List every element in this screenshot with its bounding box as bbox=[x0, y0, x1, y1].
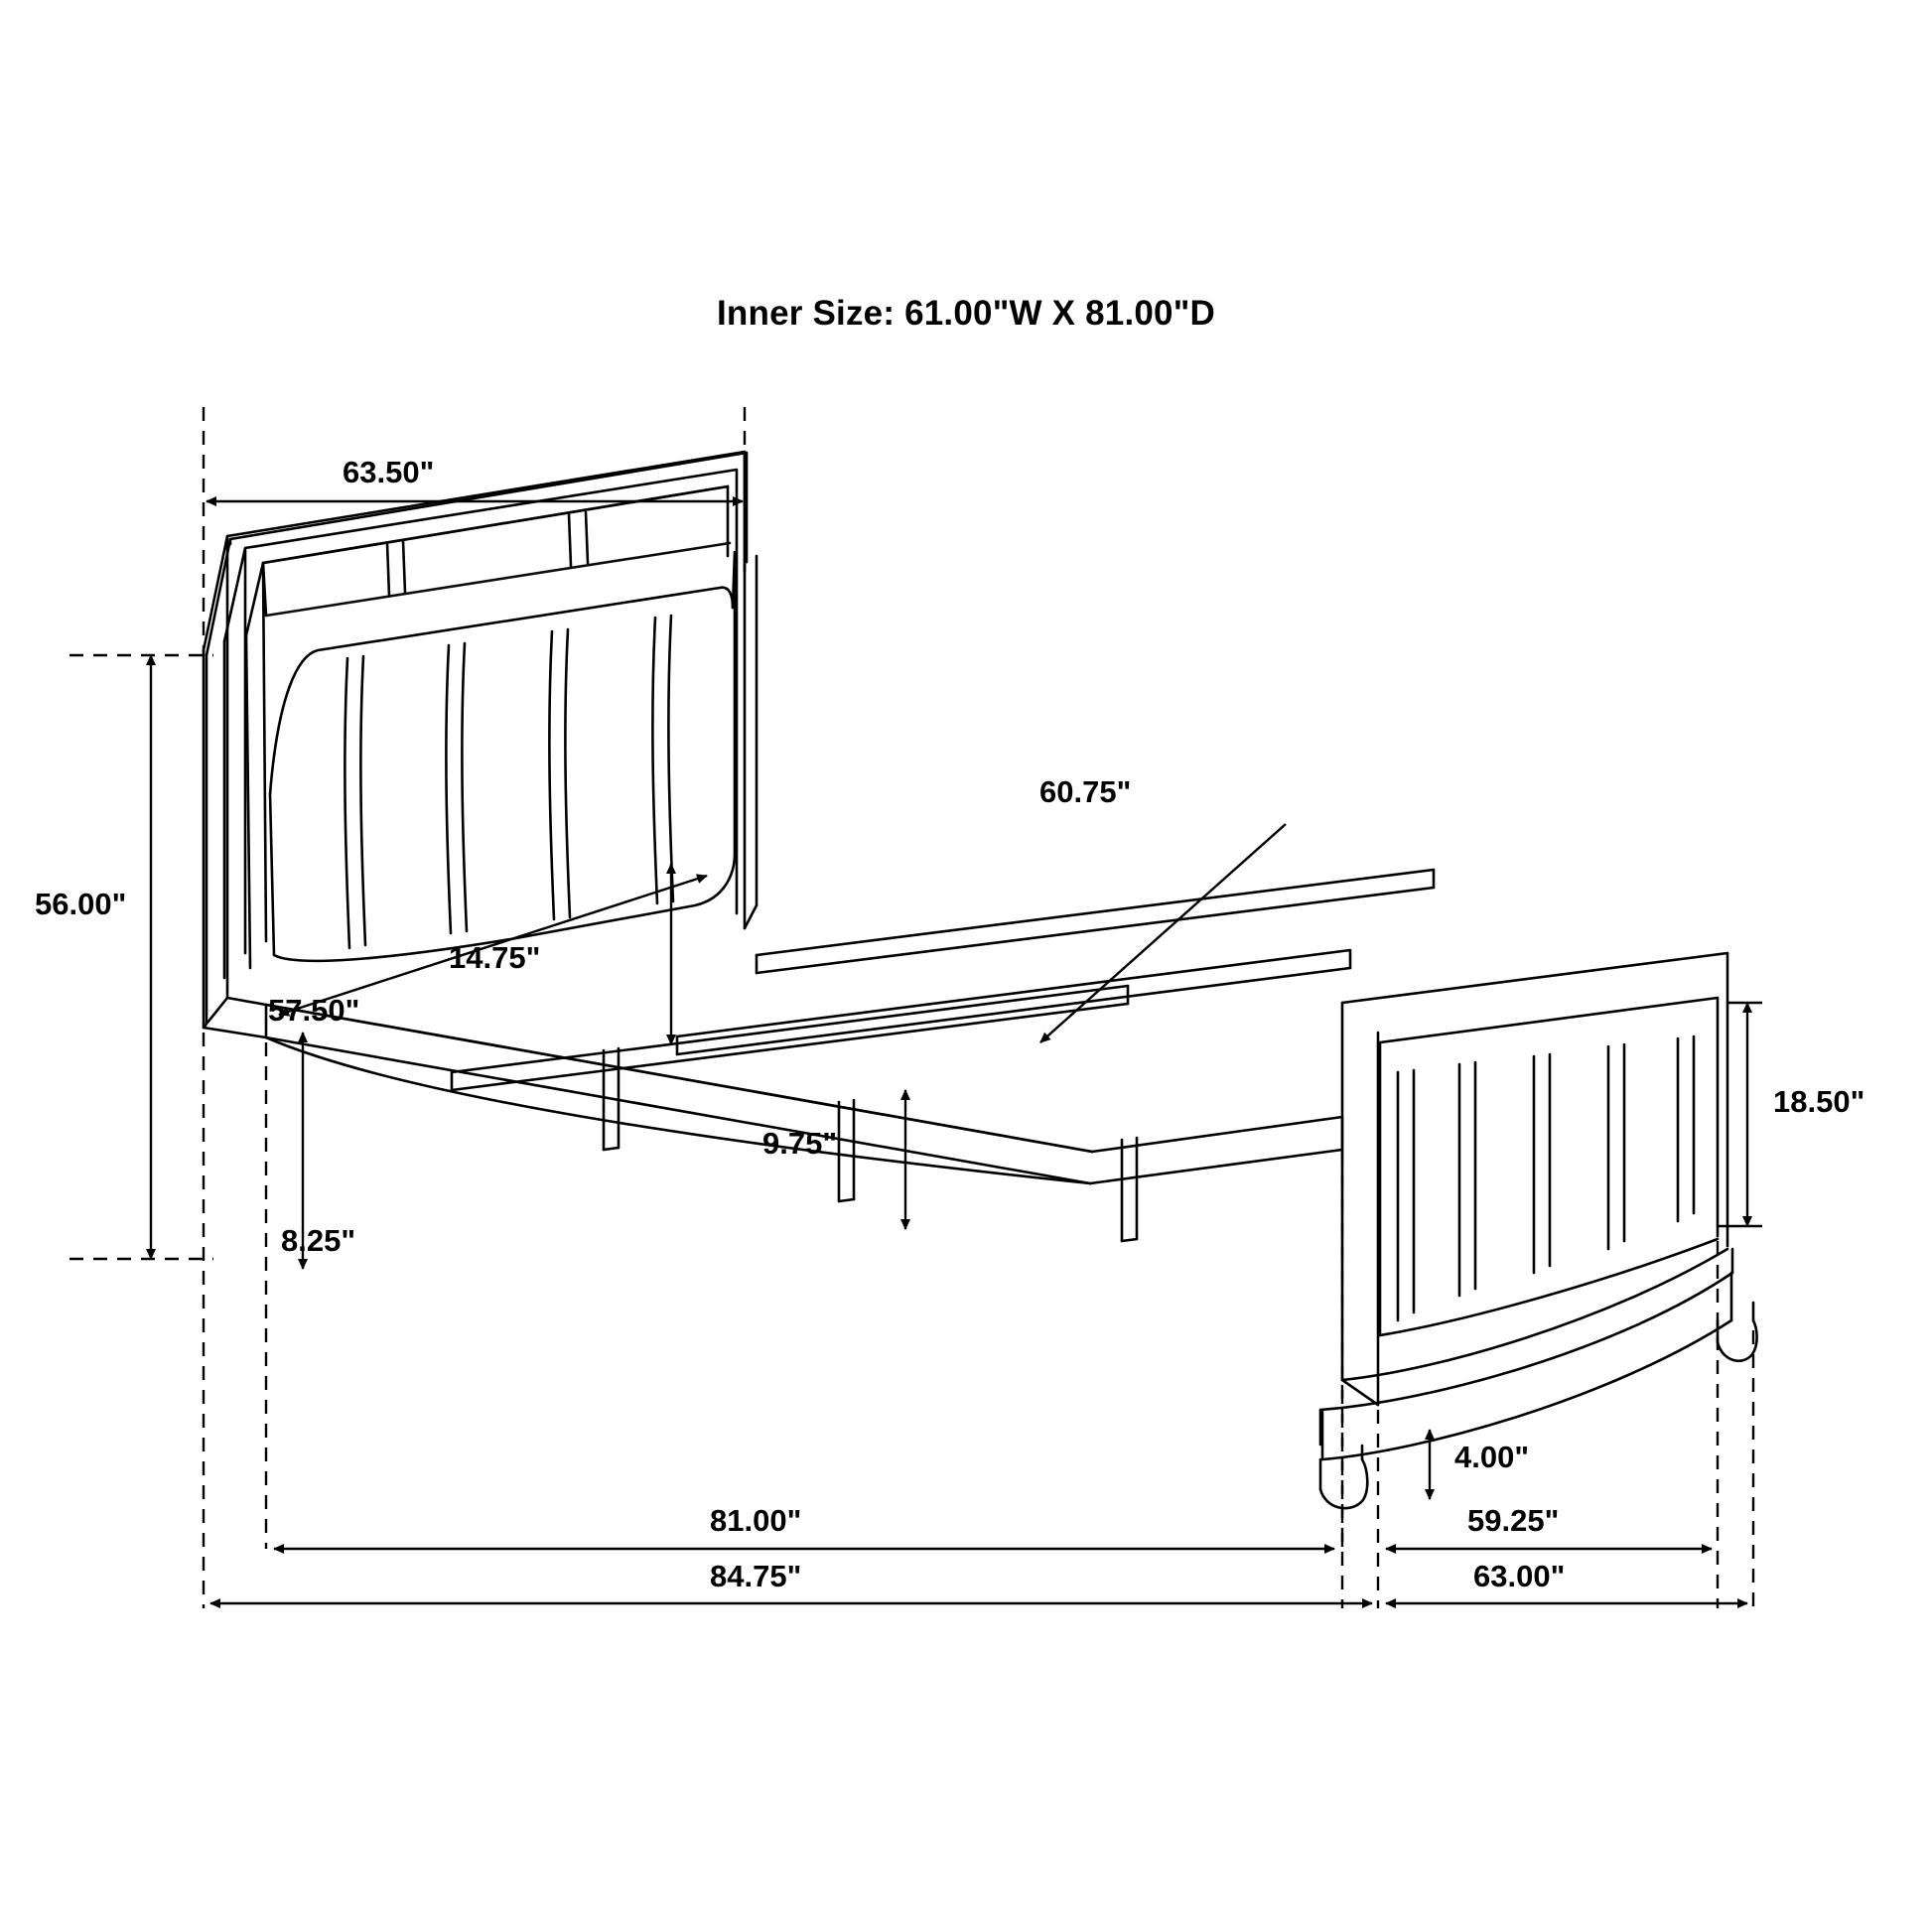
dimension-label-height-overall: 56.00" bbox=[35, 887, 127, 921]
dimension-label-foot-leg-height: 4.00" bbox=[1454, 1440, 1530, 1474]
dimension-label-length-inner: 81.00" bbox=[710, 1503, 802, 1538]
dimension-label-slat-height: 9.75" bbox=[762, 1126, 838, 1161]
dimension-label-footboard-inner-width: 59.25" bbox=[1467, 1503, 1560, 1538]
dimension-label-clearance-under-rail: 8.25" bbox=[281, 1223, 356, 1258]
dimension-label-headboard-inner-width: 57.50" bbox=[268, 993, 360, 1028]
dimension-label-footboard-panel-height: 18.50" bbox=[1773, 1084, 1865, 1119]
dimension-label-headboard-panel-height: 14.75" bbox=[449, 940, 541, 975]
dimension-label-footboard-overall-width: 63.00" bbox=[1473, 1559, 1566, 1593]
dimension-label-width-top: 63.50" bbox=[343, 455, 435, 489]
dimension-label-length-overall: 84.75" bbox=[710, 1559, 802, 1593]
page-title: Inner Size: 61.00"W X 81.00"D bbox=[717, 294, 1215, 333]
dimension-label-rail-length-inner: 60.75" bbox=[1039, 774, 1132, 809]
